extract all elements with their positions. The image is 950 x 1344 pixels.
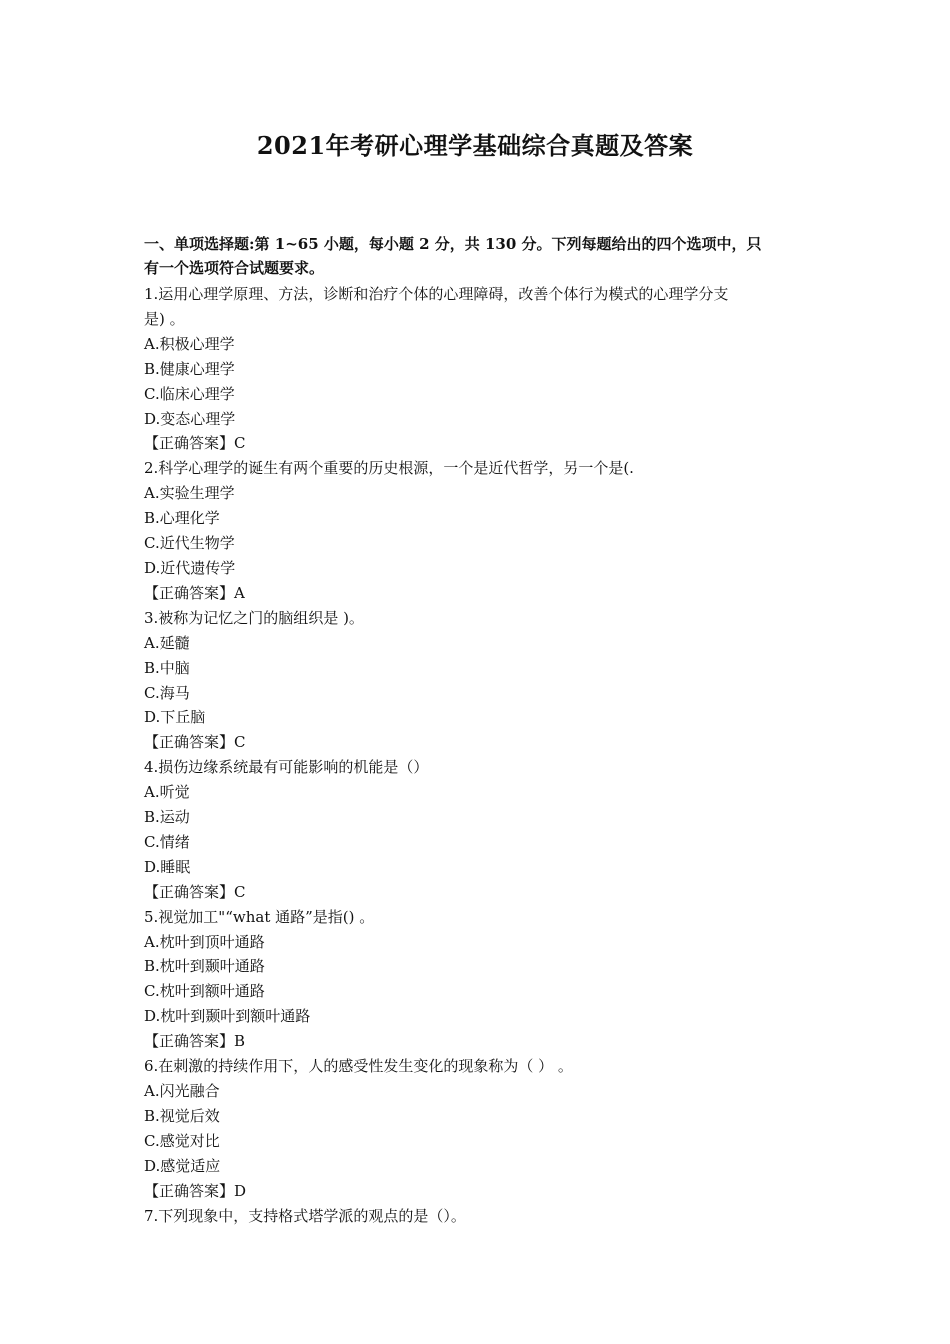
correct-answer: 【正确答案】A bbox=[144, 583, 245, 602]
option-d: D.近代遗传学 bbox=[144, 558, 236, 577]
option-c: C.枕叶到额叶通路 bbox=[144, 982, 265, 1001]
option-c: C.近代生物学 bbox=[144, 534, 235, 553]
question-text: 4.损伤边缘系统最有可能影响的机能是（） bbox=[144, 758, 429, 777]
document-body bbox=[144, 232, 824, 1228]
question-1 bbox=[144, 282, 824, 456]
question-2 bbox=[144, 456, 824, 605]
correct-answer: 【正确答案】C bbox=[144, 733, 246, 752]
option-c: C.临床心理学 bbox=[144, 384, 235, 403]
correct-answer: 【正确答案】C bbox=[144, 882, 246, 901]
option-d: D.枕叶到颞叶到额叶通路 bbox=[144, 1007, 311, 1026]
question-text: 7.下列现象中，支持格式塔学派的观点的是（）。 bbox=[144, 1206, 466, 1225]
question-3 bbox=[144, 606, 824, 755]
option-c: C.海马 bbox=[144, 683, 190, 702]
option-b: B.视觉后效 bbox=[144, 1106, 220, 1125]
question-7 bbox=[144, 1204, 824, 1229]
option-d: D.变态心理学 bbox=[144, 409, 236, 428]
option-a: A.闪光融合 bbox=[144, 1082, 220, 1100]
question-4 bbox=[144, 755, 824, 904]
option-b: B.中脑 bbox=[144, 658, 190, 677]
document-title: 2021年考研心理学基础综合真题及答案 bbox=[256, 131, 694, 160]
question-6 bbox=[144, 1054, 824, 1203]
option-b: B.运动 bbox=[144, 808, 190, 827]
option-a: A.听觉 bbox=[144, 783, 190, 802]
question-text: 6.在刺激的持续作用下，人的感受性发生变化的现象称为（ ） 。 bbox=[144, 1057, 573, 1076]
question-text: 3.被称为记忆之门的脑组织是 )。 bbox=[144, 608, 364, 627]
option-d: D.感觉适应 bbox=[144, 1156, 221, 1175]
option-c: C.情绪 bbox=[144, 832, 190, 851]
option-b: B.心理化学 bbox=[144, 509, 220, 528]
option-d: D.下丘脑 bbox=[144, 708, 206, 727]
section-header: 一、单项选择题:第 1~65 小题，每小题 2 分，共 130 分。下列每题给出的四个选项中，只有一个选项符合试题要求。 bbox=[144, 235, 762, 277]
question-text: 5.视觉加工"“what 通路”是指() 。 bbox=[144, 907, 375, 926]
option-b: B.枕叶到颞叶通路 bbox=[144, 957, 265, 976]
question-5 bbox=[144, 905, 824, 1054]
option-b: B.健康心理学 bbox=[144, 359, 235, 378]
option-a: A.枕叶到顶叶通路 bbox=[144, 932, 265, 951]
option-a: A.实验生理学 bbox=[144, 484, 235, 503]
correct-answer: 【正确答案】C bbox=[144, 434, 246, 453]
correct-answer: 【正确答案】B bbox=[144, 1032, 246, 1051]
question-text: 2.科学心理学的诞生有两个重要的历史根源，一个是近代哲学，另一个是(. bbox=[144, 459, 634, 478]
question-text: 1.运用心理学原理、方法，诊断和治疗个体的心理障碍，改善个体行为模式的心理学分支是) 。 bbox=[144, 285, 729, 328]
option-c: C.感觉对比 bbox=[144, 1131, 220, 1150]
option-d: D.睡眠 bbox=[144, 857, 191, 876]
option-a: A.积极心理学 bbox=[144, 334, 235, 353]
correct-answer: 【正确答案】D bbox=[144, 1181, 247, 1200]
option-a: A.延髓 bbox=[144, 633, 190, 652]
